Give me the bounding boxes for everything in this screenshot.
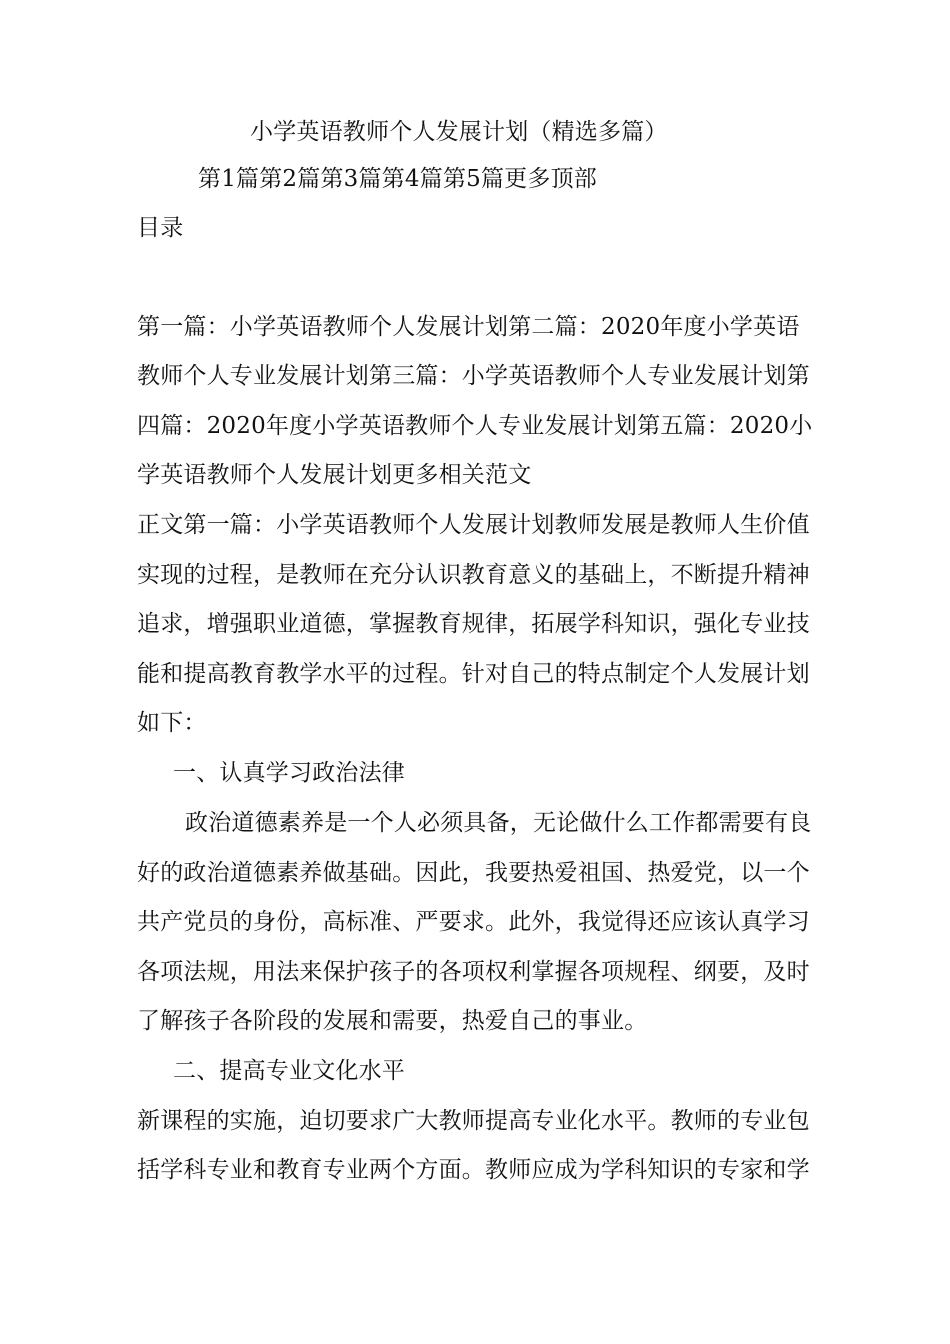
nav-link-part-4[interactable]: 第4篇: [381, 166, 443, 192]
paragraph-line: 追求，增强职业道德，掌握教育规律，拓展学科知识，强化专业技: [137, 611, 810, 637]
paragraph-line: 新课程的实施，迫切要求广大教师提高专业化水平。教师的专业包: [137, 1108, 810, 1134]
nav-link-part-5[interactable]: 第5篇: [442, 166, 505, 192]
paragraph-line: 共产党员的身份，高标准、严要求。此外，我觉得还应该认真学习: [137, 909, 810, 935]
section-nav: [198, 164, 597, 194]
paragraph-line: 如下：: [137, 710, 207, 736]
nav-link-part-2[interactable]: 第2篇: [259, 166, 321, 192]
document-title: 小学英语教师个人发展计划（精选多篇）: [250, 119, 668, 145]
paragraph-line: 政治道德素养是一个人必须具备，无论做什么工作都需要有良: [185, 810, 812, 836]
toc-line: 学英语教师个人发展计划更多相关范文: [137, 462, 532, 488]
nav-link-top[interactable]: 顶部: [550, 166, 597, 192]
paragraph-line: 了解孩子各阶段的发展和需要，热爱自己的事业。: [137, 1008, 648, 1034]
paragraph-line: 各项法规，用法来保护孩子的各项权利掌握各项规程、纲要，及时: [137, 959, 810, 985]
paragraph-line: 括学科专业和教育专业两个方面。教师应成为学科知识的专家和学: [137, 1157, 810, 1183]
nav-link-part-1[interactable]: 第1篇: [198, 166, 260, 192]
section-heading: 二、提高专业文化水平: [173, 1058, 405, 1084]
nav-link-more[interactable]: 更多: [504, 166, 551, 192]
paragraph-line: 能和提高教育教学水平的过程。针对自己的特点制定个人发展计划: [137, 661, 810, 687]
toc-heading: 目录: [137, 215, 184, 241]
paragraph-line: 好的政治道德素养做基础。因此，我要热爱祖国、热爱党，以一个: [137, 860, 810, 886]
paragraph-line: 实现的过程，是教师在充分认识教育意义的基础上，不断提升精神: [137, 562, 810, 588]
nav-link-part-3[interactable]: 第3篇: [320, 166, 382, 192]
section-heading: 一、认真学习政治法律: [173, 760, 405, 786]
toc-line: 教师个人专业发展计划第三篇：小学英语教师个人专业发展计划第: [137, 363, 810, 389]
toc-line: 第一篇：小学英语教师个人发展计划第二篇：2020年度小学英语: [137, 314, 800, 340]
toc-line: 四篇：2020年度小学英语教师个人专业发展计划第五篇：2020小: [137, 413, 813, 439]
paragraph-line: 正文第一篇：小学英语教师个人发展计划教师发展是教师人生价值: [137, 512, 810, 538]
